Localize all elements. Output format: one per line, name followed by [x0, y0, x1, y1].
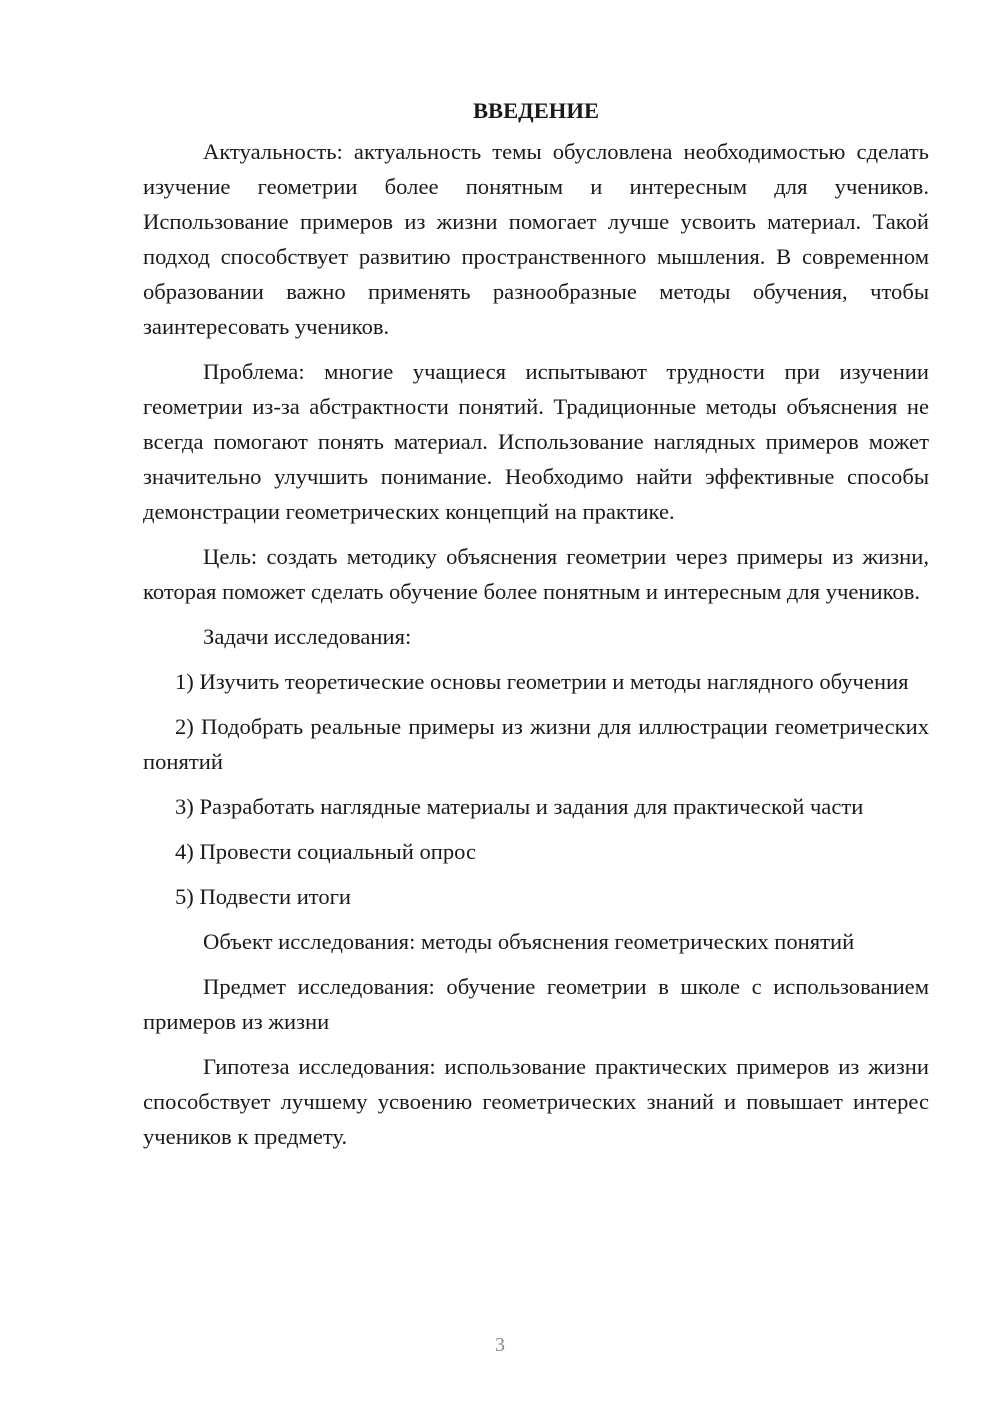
task-item-3: 3) Разработать наглядные материалы и задания для практической части [175, 794, 864, 819]
tasks-title: Задачи исследования: [203, 624, 412, 649]
task-item-1: 1) Изучить теоретические основы геометрии и методы наглядного обучения [175, 669, 909, 694]
task-item-2: 2) Подобрать реальные примеры из жизни для иллюстрации геометрических понятий [143, 714, 929, 774]
problem-paragraph: Проблема: многие учащиеся испытывают трудности при изучении геометрии из-за абстрактности понятий. Традиционные методы объяснения не всегда помогают понять материал. Использование наглядных примеров может значительно улучшить понимание. Необходимо найти эффективные способы демонстрации геометрических концепций на практике. [143, 359, 929, 524]
subject-paragraph: Предмет исследования: обучение геометрии в школе с использованием примеров из жизни [143, 974, 929, 1034]
page-content [143, 97, 929, 1164]
page-number: 3 [495, 1334, 505, 1356]
hypothesis-paragraph: Гипотеза исследования: использование практических примеров из жизни способствует лучшему усвоению геометрических знаний и повышает интерес учеников к предмету. [143, 1054, 929, 1149]
section-heading: ВВЕДЕНИЕ [472, 98, 600, 123]
goal-paragraph: Цель: создать методику объяснения геометрии через примеры из жизни, которая поможет сделать обучение более понятным и интересным для учеников. [143, 544, 929, 604]
task-item-5: 5) Подвести итоги [175, 884, 352, 909]
task-item-4: 4) Провести социальный опрос [175, 839, 477, 864]
relevance-paragraph: Актуальность: актуальность темы обусловлена необходимостью сделать изучение геометрии более понятным и интересным для учеников. Использование примеров из жизни помогает лучше усвоить материал. Такой подход способствует развитию пространственного мышления. В современном образовании важно применять разнообразные методы обучения, чтобы заинтересовать учеников. [143, 139, 929, 339]
object-paragraph: Объект исследования: методы объяснения геометрических понятий [203, 929, 855, 954]
